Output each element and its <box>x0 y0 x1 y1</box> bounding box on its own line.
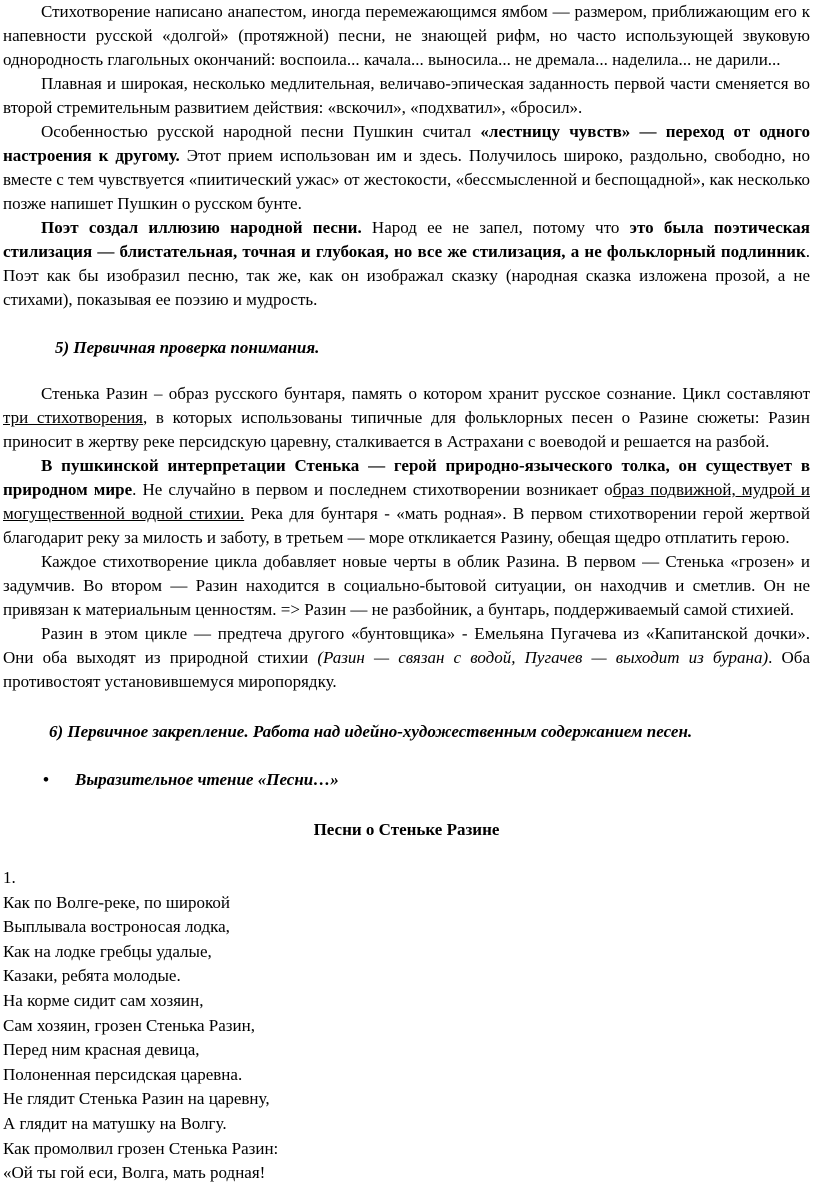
paragraph-meter: Стихотворение написано анапестом, иногда перемежающимся ямбом — размером, приближающим его к напевности русской «долгой» (протяжной) песни, не знающей рифм, но часто использующей звуковую однородность глагольных окончаний: воспоила... качала... выносила... не дремала... наделила... не дарили... <box>3 2 810 69</box>
bold-run: Поэт создал иллюзию народной песни. <box>41 218 362 237</box>
paragraph-stylization <box>3 216 810 312</box>
poem-line: На корме сидит сам хозяин, <box>3 990 204 1010</box>
poem-line: Полоненная персидская царевна. <box>3 1064 243 1084</box>
paragraph-cycle-features: Каждое стихотворение цикла добавляет новые черты в облик Разина. В первом — Стенька «грозен» и задумчив. Во втором — Разин находится в социально-бытовой ситуации, он находчив и сметлив. Он не привязан к материальным ценностям. => Разин — не разбойник, а бунтарь, поддерживаемый самой стихией. <box>3 552 810 619</box>
text-run: , в которых использованы типичные для фольклорных песен о Разине сюжеты: Разин приносит в жертву реке персидскую царевну, сталкивается в Астрахани с воеводой и решается на разбой. <box>3 408 810 451</box>
text-run: . Не случайно в первом и последнем стихотворении возникает о <box>132 480 613 499</box>
poem-line: Перед ним красная девица, <box>3 1040 200 1060</box>
bullet-item <box>3 768 810 792</box>
poem-line: Выплывала востроносая лодка, <box>3 917 230 937</box>
underlined-run: три стихотворения <box>3 408 143 427</box>
poem-line: 1. <box>3 868 16 887</box>
text-run: Особенностью русской народной песни Пушкин считал <box>41 122 481 141</box>
paragraph-pugachev <box>3 622 810 694</box>
bullet-icon: • <box>43 770 49 789</box>
poem-line: А глядит на матушку на Волгу. <box>3 1113 227 1133</box>
poem-line: «Ой ты гой еси, Волга, мать родная! <box>3 1163 266 1183</box>
poem-line: Сам хозяин, грозен Стенька Разин, <box>3 1015 255 1035</box>
underlined-run: браз подвижной, мудрой и могущественной водной стихии. <box>3 480 810 523</box>
poem-line: Как на лодке гребцы удалые, <box>3 941 212 961</box>
paragraph-ladder-of-feelings <box>3 120 810 216</box>
paragraph-pushkin-interpretation <box>3 454 810 550</box>
text-run: Стенька Разин – образ русского бунтаря, память о котором хранит русское сознание. Цикл составляют <box>41 384 810 403</box>
bold-run: это была поэтическая стилизация — блистательная, точная и глубокая, но все же стилизация, а не фольклорный подлинник <box>3 218 810 261</box>
poem-title: Песни о Стеньке Разине <box>313 820 500 839</box>
section-heading-5: 5) Первичная проверка понимания. <box>55 338 320 357</box>
italic-run: (Разин — связан с водой, Пугачев — выходит из бурана) <box>317 648 769 667</box>
paragraph-razin-image <box>3 382 810 454</box>
text-run: . Поэт как бы изобразил песню, так же, как он изображал сказку (народная сказка изложена прозой, а не стихами), показывая ее поэзию и мудрость. <box>3 242 810 309</box>
text-run: Этот прием использован им и здесь. Получилось широко, раздольно, свободно, но вместе с тем чувствуется «пиитический ужас» от жестокости, «бессмысленной и беспощадной», как несколько позже напишет Пушкин о русском бунте. <box>3 146 810 213</box>
poem-line: Казаки, ребята молодые. <box>3 966 181 986</box>
poem-line: Как промолвил грозен Стенька Разин: <box>3 1138 279 1158</box>
text-run: Народ ее не запел, потому что <box>361 218 630 237</box>
section-heading-6: 6) Первичное закрепление. Работа над идейно-художественным содержанием песен. <box>49 722 693 741</box>
bold-run: «лестницу чувств» — переход от одного настроения к другому. <box>3 122 810 165</box>
bold-run: В пушкинской интерпретации Стенька — герой природно-языческого толка, он существует в природном мире <box>3 456 810 499</box>
poem-line: Как по Волге-реке, по широкой <box>3 892 231 912</box>
bullet-text: Выразительное чтение «Песни…» <box>75 770 339 789</box>
paragraph-composition: Плавная и широкая, несколько медлительная, величаво-эпическая заданность первой части сменяется во второй стремительным развитием действия: «вскочил», «подхватил», «бросил». <box>3 74 810 117</box>
poem-line: Не глядит Стенька Разин на царевну, <box>3 1089 270 1109</box>
text-run: Разин в этом цикле — предтеча другого «бунтовщика» - Емельяна Пугачева из «Капитанской дочки». Они оба выходят из природной стихии <box>3 624 810 667</box>
text-run: Река для бунтаря - «мать родная». В первом стихотворении герой жертвой благодарит реку за милость и заботу, в третьем — море откликается Разину, обещая щедро отплатить герою. <box>3 504 810 547</box>
poem-text <box>3 866 810 1186</box>
text-run: . Оба противостоят установившемуся миропорядку. <box>3 648 810 691</box>
